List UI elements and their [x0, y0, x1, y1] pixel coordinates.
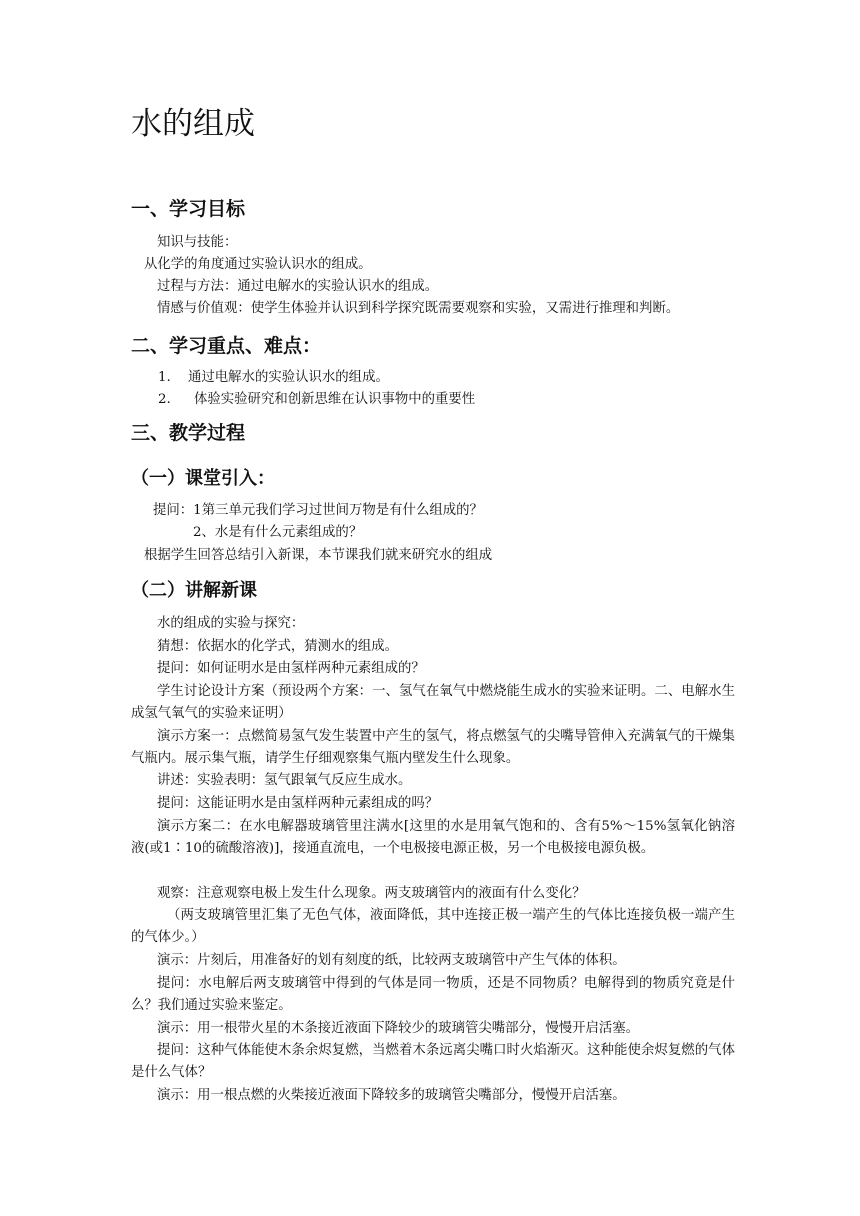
- lesson-paragraph: 演示方案一：点燃简易氢气发生装置中产生的氢气，将点燃氢气的尖嘴导管伸入充满氧气的干燥集气瓶内。展示集气瓶，请学生仔细观察集气瓶内壁发生什么现象。: [131, 729, 735, 767]
- list-item: [158, 389, 475, 411]
- list-item-text: 体验实验研究和创新思维在认识事物中的重要性: [194, 392, 476, 407]
- lesson-paragraph: 提问：水电解后两支玻璃管中得到的气体是同一物质，还是不同物质？电解得到的物质究竟是什么？我们通过实验来鉴定。: [131, 976, 735, 1014]
- list-item-number: 1.: [158, 370, 171, 385]
- section-heading-process: 三、教学过程: [131, 422, 246, 444]
- intro-line: 2、水是有什么元素组成的？: [193, 525, 363, 540]
- lesson-paragraph: （两支玻璃管里汇集了无色气体，液面降低，其中连接正极一端产生的气体比连接负极一端产生的气体少。）: [131, 908, 735, 946]
- objective-line: 过程与方法：通过电解水的实验认识水的组成。: [157, 279, 439, 294]
- lesson-paragraph: 学生讨论设计方案（预设两个方案：一、氢气在氧气中燃烧能生成水的实验来证明。二、电解水生成氢气氧气的实验来证明）: [131, 684, 735, 722]
- lesson-paragraph: 演示方案二：在水电解器玻璃管里注满水[这里的水是用氧气饱和的、含有5%～15%氢氧化钠溶液(或1∶10的硫酸溶液)]，接通直流电，一个电极接电源正极，另一个电极接电源负极。: [131, 819, 735, 857]
- subsection-heading-lesson: （二）讲解新课: [131, 580, 257, 601]
- subsection-heading-intro: （一）课堂引入：: [131, 468, 275, 489]
- objective-line: 知识与技能：: [157, 235, 238, 250]
- intro-line: 提问：1第三单元我们学习过世间万物是有什么组成的？: [153, 503, 483, 518]
- lesson-paragraph: 讲述：实验表明：氢气跟氧气反应生成水。: [157, 773, 412, 788]
- lesson-paragraph: 观察：注意观察电极上发生什么现象。两支玻璃管内的液面有什么变化？: [157, 886, 586, 901]
- lesson-paragraph: 猜想：依据水的化学式，猜测水的组成。: [157, 639, 399, 654]
- list-item: [158, 367, 389, 389]
- intro-line: 根据学生回答总结引入新课，本节课我们就来研究水的组成: [144, 548, 493, 563]
- lesson-paragraph: 提问：如何证明水是由氢样两种元素组成的？: [157, 661, 425, 676]
- lesson-paragraph: 演示：用一根带火星的木条接近液面下降较少的玻璃管尖嘴部分，慢慢开启活塞。: [157, 1021, 640, 1036]
- page-title: 水的组成: [131, 106, 255, 142]
- lesson-paragraph: 演示：片刻后，用准备好的划有刻度的纸，比较两支玻璃管中产生气体的体积。: [157, 953, 626, 968]
- lesson-paragraph: 演示：用一根点燃的火柴接近液面下降较多的玻璃管尖嘴部分，慢慢开启活塞。: [157, 1088, 626, 1103]
- lesson-paragraph: 提问：这种气体能使木条余烬复燃，当燃着木条远离尖嘴口时火焰渐灭。这种能使余烬复燃的气体是什么气体？: [131, 1043, 735, 1081]
- lesson-paragraph: 提问：这能证明水是由氢样两种元素组成的吗？: [157, 796, 439, 811]
- objective-line: 情感与价值观：使学生体验并认识到科学探究既需要观察和实验，又需进行推理和判断。: [157, 301, 680, 316]
- list-item-number: 2.: [158, 392, 171, 407]
- section-heading-keypoints: 二、学习重点、难点：: [131, 335, 322, 357]
- lesson-paragraph: 水的组成的实验与探究：: [157, 616, 305, 631]
- objective-line: 从化学的角度通过实验认识水的组成。: [144, 257, 372, 272]
- list-item-text: 通过电解水的实验认识水的组成。: [188, 370, 389, 385]
- section-heading-objectives: 一、学习目标: [131, 198, 246, 220]
